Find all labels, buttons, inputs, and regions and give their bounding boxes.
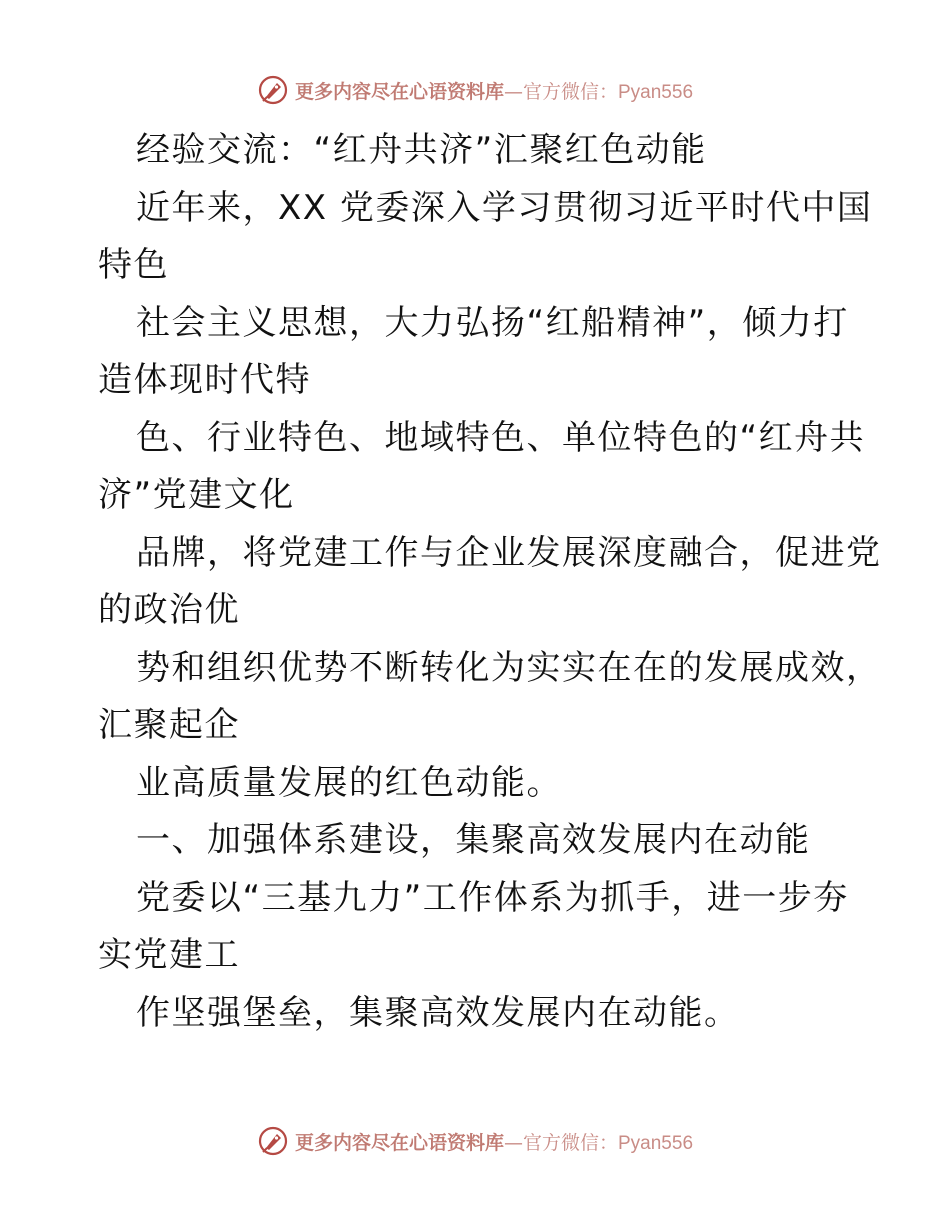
- doc-line: 造体现时代特: [98, 360, 311, 400]
- doc-line: 业高质量发展的红色动能。: [136, 762, 562, 803]
- watermark-title: 更多内容尽在心语资料库: [294, 1131, 504, 1154]
- doc-line: 势和组织优势不断转化为实实在在的发展成效，: [136, 647, 882, 688]
- footer-watermark: [0, 1121, 950, 1161]
- doc-line: 汇聚起企: [98, 705, 240, 745]
- doc-line: 的政治优: [98, 590, 240, 630]
- doc-line: 实党建工: [98, 935, 240, 975]
- doc-line: 特色: [98, 245, 169, 285]
- watermark-title: 更多内容尽在心语资料库: [294, 80, 504, 103]
- watermark-text: [295, 1128, 693, 1155]
- section-heading: 一、加强体系建设，集聚高效发展内在动能: [136, 820, 811, 860]
- pen-nib-circle-icon: [257, 1125, 289, 1157]
- watermark-wechat-label: —官方微信：: [503, 1131, 618, 1154]
- doc-line: 作坚强堡垒，集聚高效发展内在动能。: [136, 992, 740, 1033]
- doc-line: 近年来，XX 党委深入学习贯彻习近平时代中国: [136, 187, 873, 228]
- doc-line: 社会主义思想，大力弘扬“红船精神”，倾力打: [136, 302, 849, 343]
- watermark-wechat-label: —官方微信：: [503, 80, 618, 103]
- document-body: [98, 122, 882, 1042]
- watermark-text: [295, 77, 693, 104]
- watermark-wechat-id: Pyan556: [618, 1132, 694, 1154]
- doc-line: 党委以“三基九力”工作体系为抓手，进一步夯: [136, 877, 849, 918]
- watermark-wechat-id: Pyan556: [618, 81, 694, 103]
- doc-line: 色、行业特色、地域特色、单位特色的“红舟共: [136, 417, 866, 458]
- doc-line: 品牌，将党建工作与企业发展深度融合，促进党: [136, 532, 882, 573]
- pen-nib-circle-icon: [257, 74, 289, 106]
- header-watermark: [0, 70, 950, 110]
- doc-title: 经验交流：“红舟共济”汇聚红色动能: [136, 130, 707, 170]
- doc-line: 济”党建文化: [98, 475, 295, 515]
